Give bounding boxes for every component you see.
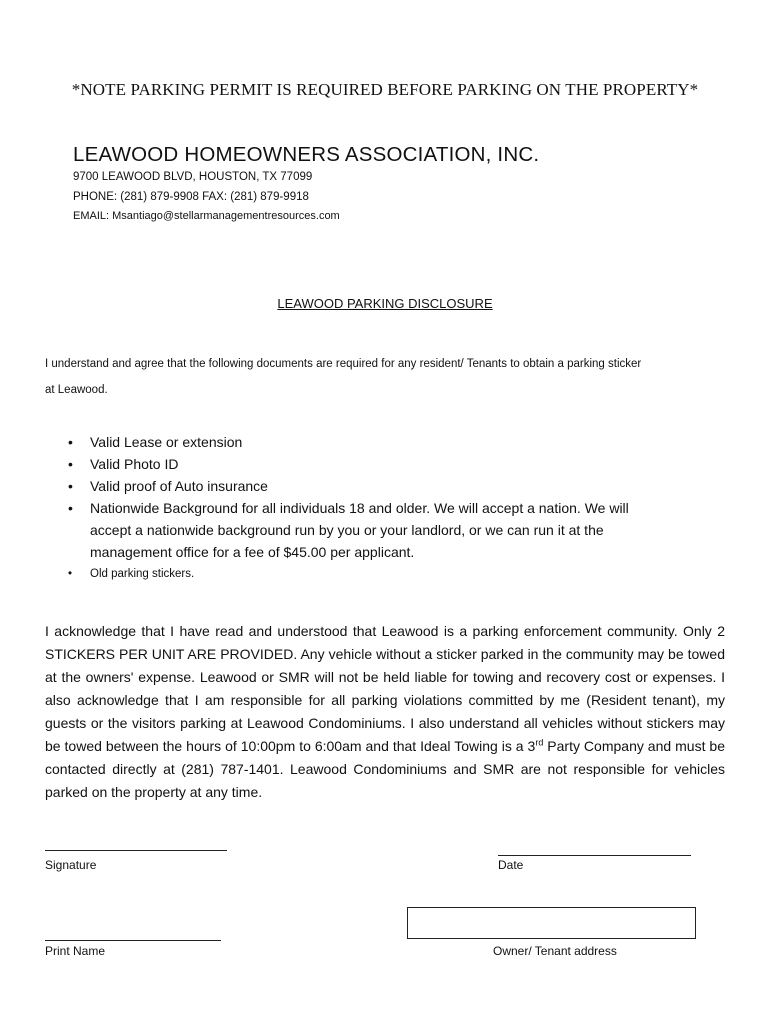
- organization-address: 9700 LEAWOOD BLVD, HOUSTON, TX 77099: [73, 171, 313, 183]
- document-title: [0, 296, 770, 311]
- acknowledgment-paragraph: [45, 620, 725, 804]
- list-item: [68, 475, 650, 497]
- date-label: Date: [498, 858, 524, 872]
- intro-line-2: at Leawood.: [45, 384, 108, 396]
- date-line[interactable]: [498, 855, 691, 856]
- bullet-icon: •: [68, 568, 73, 580]
- list-item: [68, 431, 650, 453]
- parking-permit-note: *NOTE PARKING PERMIT IS REQUIRED BEFORE PARKING ON THE PROPERTY*: [71, 80, 699, 99]
- signature-line[interactable]: [45, 850, 227, 851]
- bullet-icon: •: [68, 434, 73, 450]
- requirement-text: Valid Photo ID: [90, 456, 179, 472]
- bullet-icon: •: [68, 478, 73, 494]
- acknowledgment-text-continued: Party Company and must be contacted directly at (281) 787-1401. Leawood Condominiums and SMR are not responsible for vehicles parked on the property at any time.: [45, 738, 725, 800]
- intro-line-1: I understand and agree that the following documents are required for any resident/ Tenants to obtain a parking sticker: [45, 358, 642, 370]
- ordinal-suffix: rd: [535, 737, 544, 748]
- requirement-text: Nationwide Background for all individuals 18 and older. We will accept a nation. We will accept a nationwide background run by you or your landlord, or we can run it at the management office for a fee of $45.00 per applicant.: [90, 500, 629, 560]
- bullet-icon: •: [68, 500, 73, 516]
- owner-tenant-address-label: Owner/ Tenant address: [493, 944, 617, 958]
- bullet-icon: •: [68, 456, 73, 472]
- organization-name: LEAWOOD HOMEOWNERS ASSOCIATION, INC.: [73, 143, 540, 166]
- organization-email: EMAIL: Msantiago@stellarmanagementresources.com: [73, 210, 340, 222]
- list-item: [68, 497, 650, 563]
- signature-label: Signature: [45, 858, 97, 872]
- list-item: [68, 453, 650, 475]
- acknowledgment-text: I acknowledge that I have read and understood that Leawood is a parking enforcement community. Only 2 STICKERS PER UNIT ARE PROVIDED. Any vehicle without a sticker parked in the community may be towed at the owners' expense. Leawood or SMR will not be held liable for towing and recovery cost or expenses. I also acknowledge that I am responsible for all parking violations committed by me (Resident tenant), my guests or the visitors parking at Leawood Condominiums. I also understand all vehicles without stickers may be towed between the hours of 10:00pm to 6:00am and that Ideal Towing is a 3: [45, 623, 725, 754]
- requirement-text: Old parking stickers.: [90, 568, 195, 580]
- document-title-text: LEAWOOD PARKING DISCLOSURE: [277, 296, 493, 311]
- requirement-text: Valid proof of Auto insurance: [90, 478, 268, 494]
- print-name-label: Print Name: [45, 944, 106, 958]
- organization-phone-fax: PHONE: (281) 879-9908 FAX: (281) 879-9918: [73, 191, 309, 203]
- owner-tenant-address-field[interactable]: [407, 907, 696, 939]
- print-name-line[interactable]: [45, 940, 221, 941]
- list-item: [68, 563, 650, 585]
- requirements-list: [68, 431, 650, 585]
- requirement-text: Valid Lease or extension: [90, 434, 243, 450]
